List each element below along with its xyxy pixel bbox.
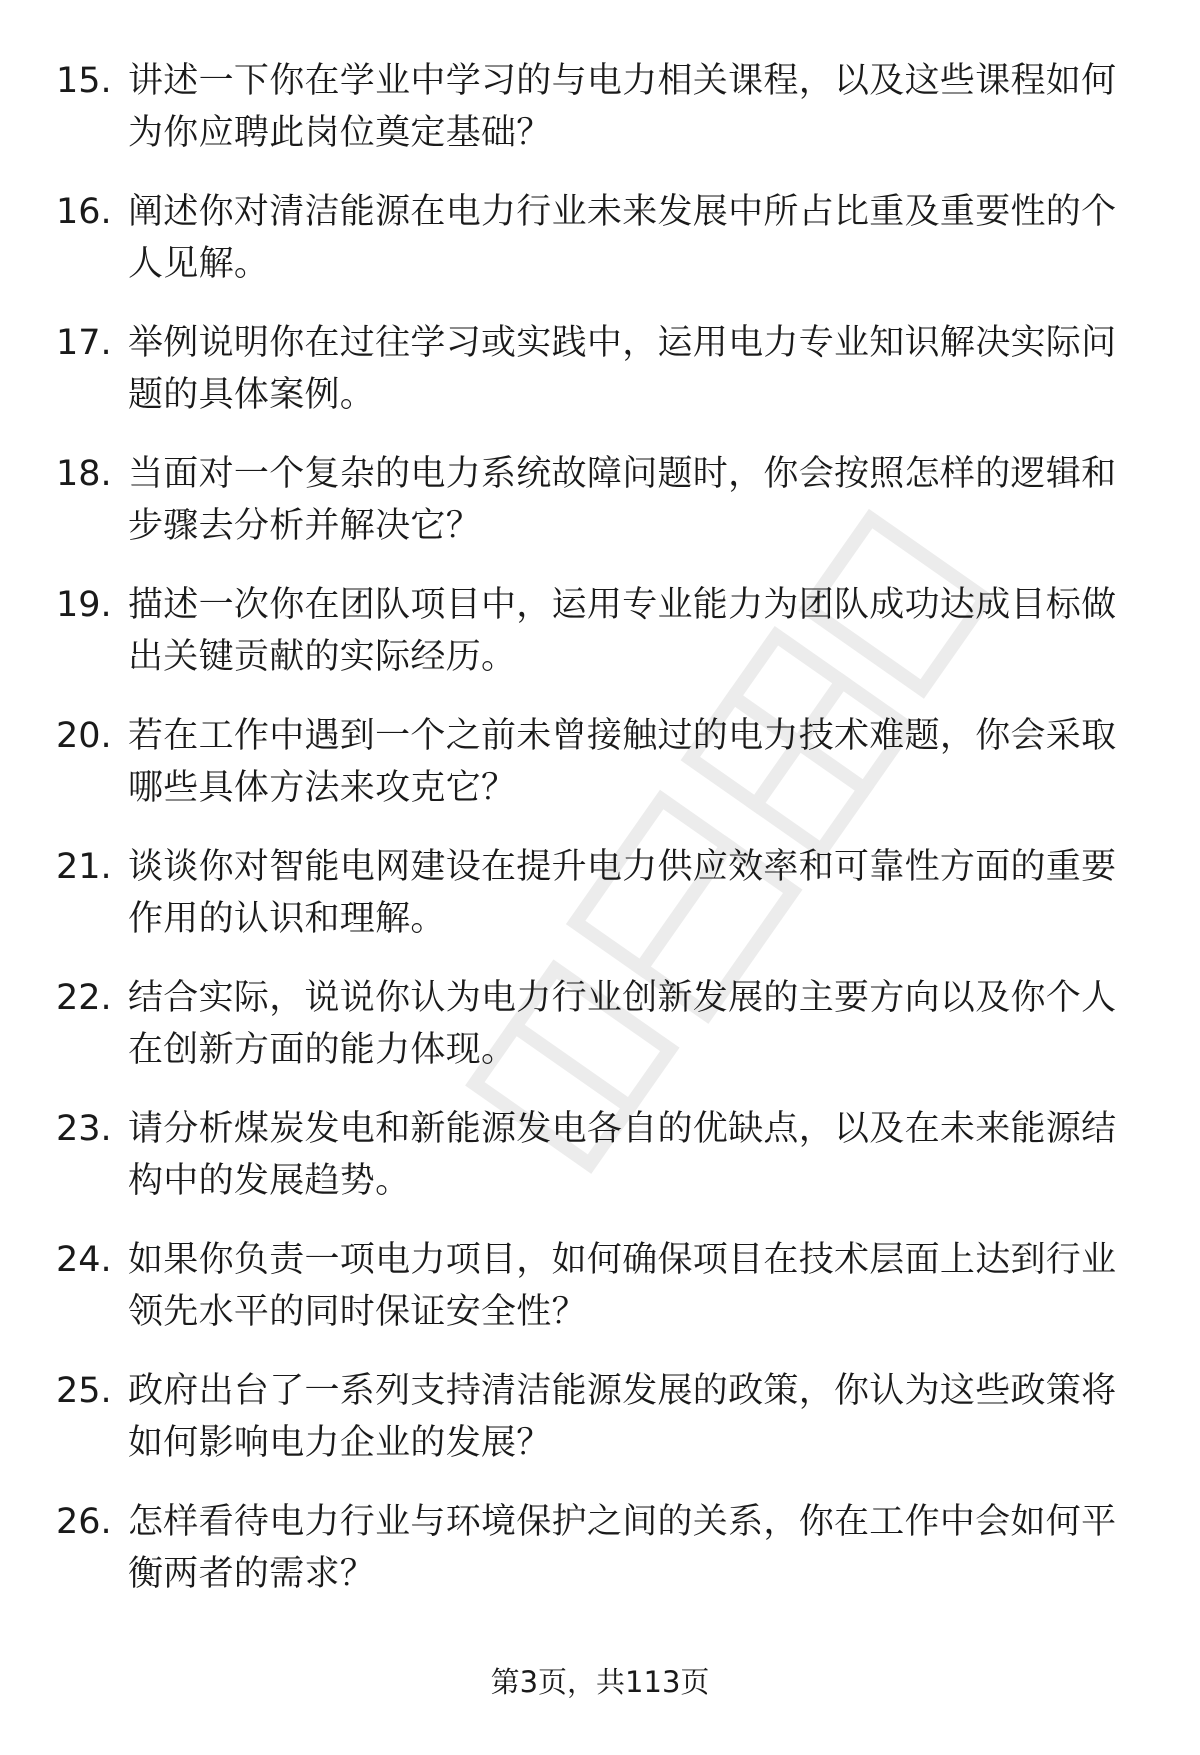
- question-number: 17.: [56, 323, 112, 363]
- question-text: 若在工作中遇到一个之前未曾接触过的电力技术难题，你会采取哪些具体方法来攻克它？: [128, 716, 1117, 808]
- question-text: 怎样看待电力行业与环境保护之间的关系，你在工作中会如何平衡两者的需求？: [128, 1502, 1117, 1594]
- question-item: [0, 710, 1200, 841]
- question-item: [0, 55, 1200, 186]
- page-footer: 第3页，共113页: [490, 1665, 710, 1699]
- question-number: 25.: [56, 1371, 112, 1411]
- question-number: 23.: [56, 1109, 112, 1149]
- question-text: 如果你负责一项电力项目，如何确保项目在技术层面上达到行业领先水平的同时保证安全性？: [128, 1240, 1117, 1332]
- question-number: 22.: [56, 978, 112, 1018]
- question-item: [0, 841, 1200, 972]
- question-number: 24.: [56, 1240, 112, 1280]
- question-item: [0, 1234, 1200, 1365]
- question-text: 举例说明你在过往学习或实践中，运用电力专业知识解决实际问题的具体案例。: [128, 323, 1117, 415]
- question-text: 政府出台了一系列支持清洁能源发展的政策，你认为这些政策将如何影响电力企业的发展？: [128, 1371, 1117, 1463]
- question-item: [0, 1496, 1200, 1627]
- question-list: [0, 55, 1200, 1627]
- question-item: [0, 1365, 1200, 1496]
- question-number: 18.: [56, 454, 112, 494]
- question-text: 讲述一下你在学业中学习的与电力相关课程，以及这些课程如何为你应聘此岗位奠定基础？: [128, 61, 1117, 153]
- question-text: 请分析煤炭发电和新能源发电各自的优缺点，以及在未来能源结构中的发展趋势。: [128, 1109, 1117, 1201]
- question-item: [0, 186, 1200, 317]
- question-number: 16.: [56, 192, 112, 232]
- question-text: 谈谈你对智能电网建设在提升电力供应效率和可靠性方面的重要作用的认识和理解。: [128, 847, 1117, 939]
- question-item: [0, 317, 1200, 448]
- question-item: [0, 1103, 1200, 1234]
- question-number: 15.: [56, 61, 112, 101]
- question-number: 20.: [56, 716, 112, 756]
- question-item: [0, 448, 1200, 579]
- question-text: 阐述你对清洁能源在电力行业未来发展中所占比重及重要性的个人见解。: [128, 192, 1117, 284]
- question-text: 描述一次你在团队项目中，运用专业能力为团队成功达成目标做出关键贡献的实际经历。: [128, 585, 1117, 677]
- question-number: 21.: [56, 847, 112, 887]
- question-number: 26.: [56, 1502, 112, 1542]
- question-number: 19.: [56, 585, 112, 625]
- question-item: [0, 972, 1200, 1103]
- question-item: [0, 579, 1200, 710]
- question-text: 结合实际，说说你认为电力行业创新发展的主要方向以及你个人在创新方面的能力体现。: [128, 978, 1117, 1070]
- question-text: 当面对一个复杂的电力系统故障问题时，你会按照怎样的逻辑和步骤去分析并解决它？: [128, 454, 1117, 546]
